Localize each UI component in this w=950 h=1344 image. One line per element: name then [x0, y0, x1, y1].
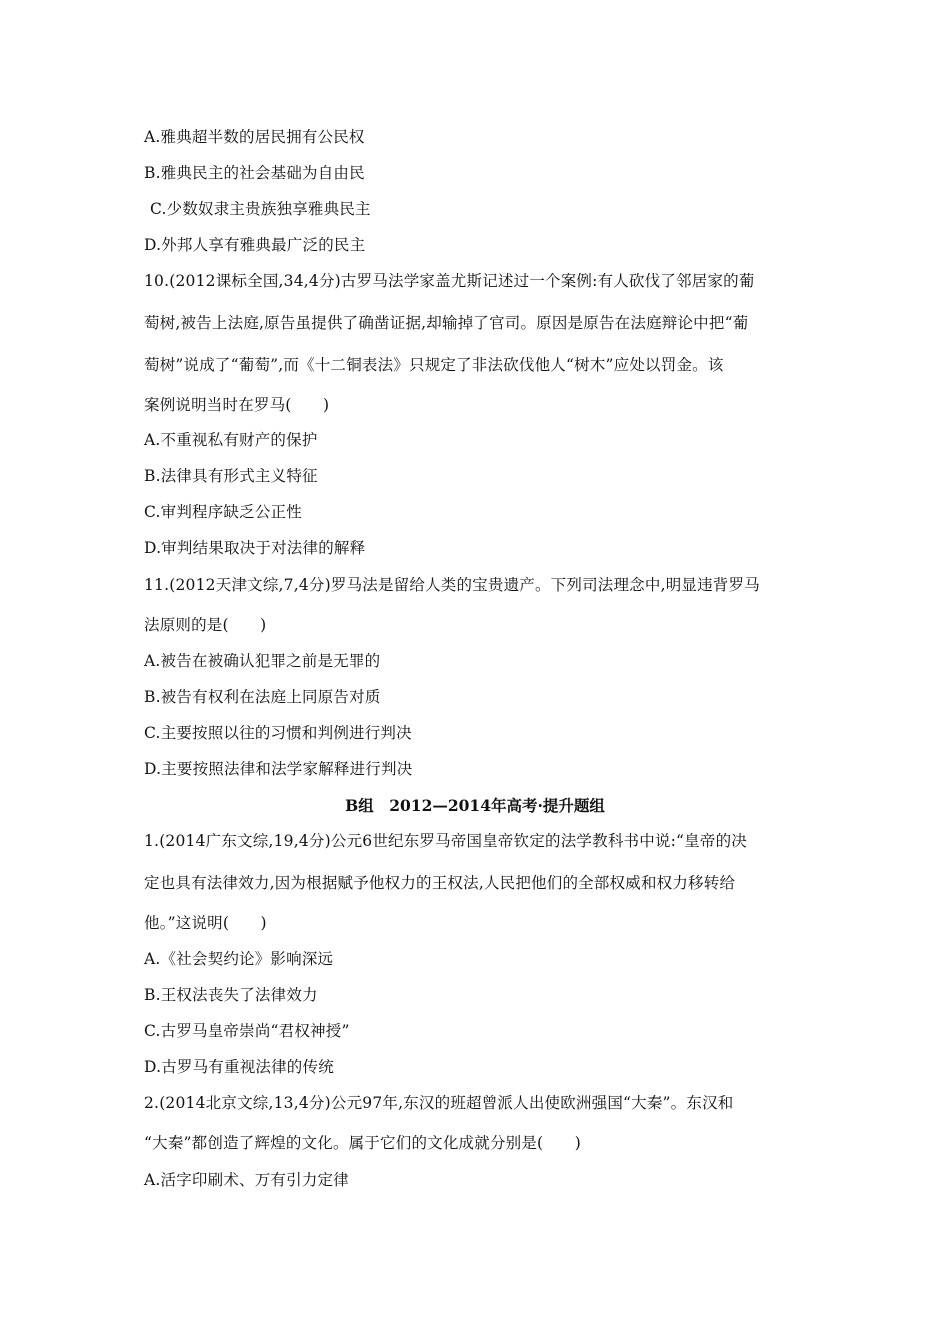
q10-option-b: B.法律具有形式主义特征 — [144, 467, 318, 485]
q9-option-b: B.雅典民主的社会基础为自由民 — [144, 164, 365, 182]
qb1-stem-line-2: 定也具有法律效力,因为根据赋予他权力的王权法,人民把他们的全部权威和权力移转给 — [144, 874, 736, 892]
q10-stem-line-3: 萄树”说成了“葡萄”,而《十二铜表法》只规定了非法砍伐他人“树木”应处以罚金。该 — [144, 356, 724, 374]
q11-option-b: B.被告有权利在法庭上同原告对质 — [144, 688, 381, 706]
q10-stem-line-1: 10.(2012课标全国,34,4分)古罗马法学家盖尤斯记述过一个案例:有人砍伐了邻居家的葡 — [144, 272, 755, 290]
q11-option-d: D.主要按照法律和法学家解释进行判决 — [144, 760, 413, 778]
qb1-stem-line-1: 1.(2014广东文综,19,4分)公元6世纪东罗马帝国皇帝钦定的法学教科书中说:“皇帝的决 — [144, 832, 747, 850]
q10-option-d: D.审判结果取决于对法律的解释 — [144, 539, 366, 557]
q10-option-a: A.不重视私有财产的保护 — [144, 431, 318, 449]
qb2-option-a: A.活字印刷术、万有引力定律 — [144, 1171, 349, 1189]
q10-stem-line-2: 萄树,被告上法庭,原告虽提供了确凿证据,却输掉了官司。原因是原告在法庭辩论中把“葡 — [144, 314, 749, 332]
q10-option-c: C.审判程序缺乏公正性 — [144, 503, 302, 521]
q9-option-c: C.少数奴隶主贵族独享雅典民主 — [150, 200, 371, 218]
qb1-option-b: B.王权法丧失了法律效力 — [144, 986, 318, 1004]
q11-stem-line-1: 11.(2012天津文综,7,4分)罗马法是留给人类的宝贵遗产。下列司法理念中,明显违背罗马 — [144, 576, 760, 594]
q11-option-a: A.被告在被确认犯罪之前是无罪的 — [144, 652, 381, 670]
qb1-option-a: A.《社会契约论》影响深远 — [144, 950, 334, 968]
q9-option-a: A.雅典超半数的居民拥有公民权 — [144, 128, 365, 146]
qb1-stem-line-3: 他。”这说明( ) — [144, 914, 267, 932]
q11-stem-line-2: 法原则的是( ) — [144, 616, 267, 634]
qb2-stem-line-2: “大秦”都创造了辉煌的文化。属于它们的文化成就分别是( ) — [144, 1134, 581, 1152]
qb1-option-c: C.古罗马皇帝崇尚“君权神授” — [144, 1022, 350, 1040]
q11-option-c: C.主要按照以往的习惯和判例进行判决 — [144, 724, 412, 742]
qb2-stem-line-1: 2.(2014北京文综,13,4分)公元97年,东汉的班超曾派人出使欧洲强国“大秦”。东汉和 — [144, 1094, 734, 1112]
q10-stem-line-4: 案例说明当时在罗马( ) — [144, 396, 330, 414]
section-heading-b: B组 2012—2014年高考·提升题组 — [345, 796, 605, 815]
q9-option-d: D.外邦人享有雅典最广泛的民主 — [144, 236, 366, 254]
qb1-option-d: D.古罗马有重视法律的传统 — [144, 1058, 334, 1076]
